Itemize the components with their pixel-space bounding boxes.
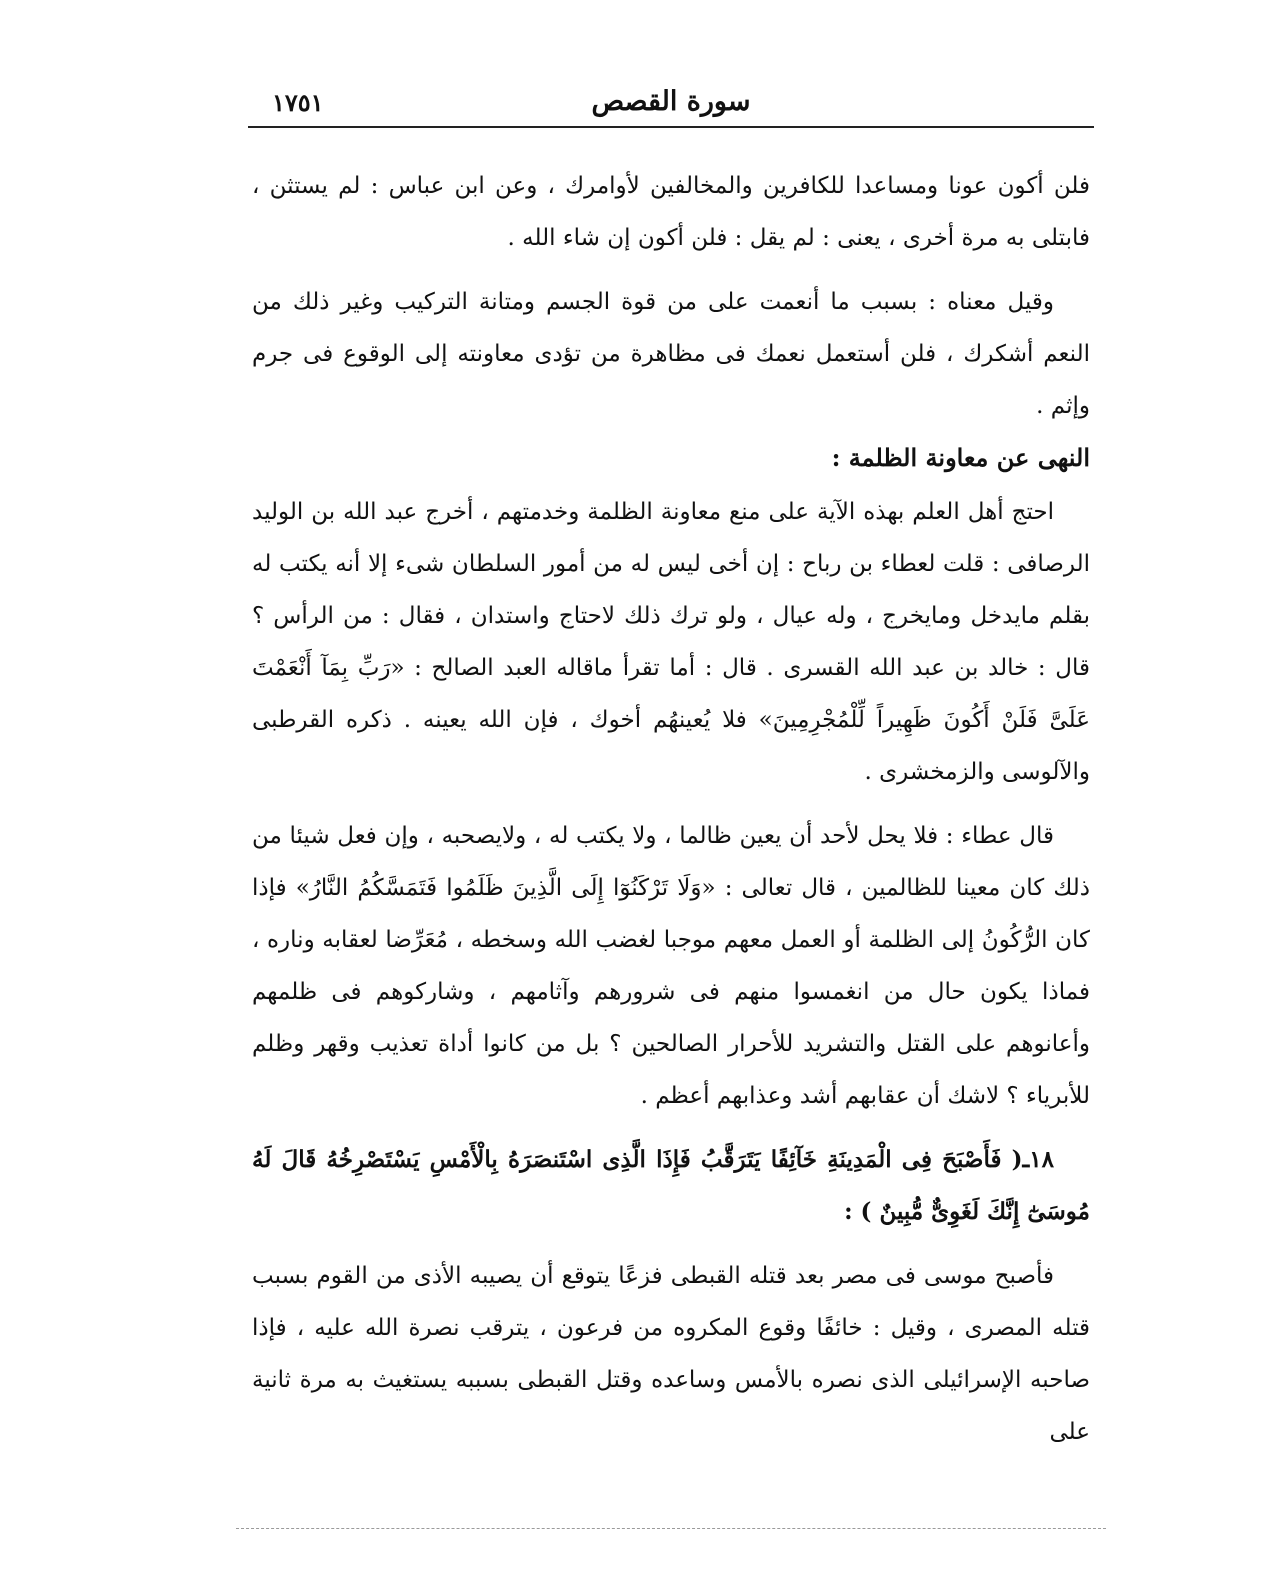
verse-18: ١٨ـ( فَأَصْبَحَ فِى الْمَدِينَةِ خَآئِفًا يَتَرَقَّبُ فَإِذَا الَّذِى اسْتَنصَرَهُ بِالْأَمْسِ يَسْتَصْرِخُهُ قَالَ لَهُ مُوسَىٰٓ إِنَّكَ لَغَوِىٌّ مُّبِينٌ ) : <box>252 1146 1090 1225</box>
running-title: سورة القصص <box>591 86 751 117</box>
paragraph-3: احتج أهل العلم بهذه الآية على منع معاونة الظلمة وخدمتهم ، أخرج عبد الله بن الوليد الرصافى : قلت لعطاء بن رباح : إن أخى ليس له من أمور السلطان شىء إلا أنه يكتب له بقلم مايدخل ومايخرج ، وله عيال ، ولو ترك ذلك لاحتاج واستدان ، فقال : من الرأس ؟ قال : خالد بن عبد الله القسرى . قال : أما تقرأ ماقاله العبد الصالح : «رَبِّ بِمَآ أَنْعَمْتَ عَلَىَّ فَلَنْ أَكُونَ ظَهِيراً لِّلْمُجْرِمِينَ» فلا يُعينهُم أخوك ، فإن الله يعينه . ذكره القرطبى والآلوسى والزمخشرى . <box>252 499 1090 785</box>
paragraph-2: وقيل معناه : بسبب ما أنعمت على من قوة الجسم ومتانة التركيب وغير ذلك من النعم أشكرك ، فلن أستعمل نعمك فى مظاهرة من تؤدى معاونته إلى الوقوع فى جرم وإثم . <box>252 289 1090 419</box>
footer-rule <box>236 1528 1106 1529</box>
paragraph-4: قال عطاء : فلا يحل لأحد أن يعين ظالما ، ولا يكتب له ، ولايصحبه ، وإن فعل شيئا من ذلك كان معينا للظالمين ، قال تعالى : «وَلَا تَرْكَنُوٓا إِلَى الَّذِينَ ظَلَمُوا فَتَمَسَّكُمُ النَّارُ» فإذا كان الرُّكُونُ إلى الظلمة أو العمل معهم موجبا لغضب الله وسخطه ، مُعَرِّضا لعقابه وناره ، فماذا يكون حال من انغمسوا منهم فى شرورهم وآثامهم ، وشاركوهم فى ظلمهم وأعانوهم على القتل والتشريد للأحرار الصالحين ؟ بل من كانوا أداة تعذيب وقهر وظلم للأبرياء ؟ لاشك أن عقابهم أشد وعذابهم أعظم . <box>252 823 1090 1109</box>
body-text <box>252 160 1090 1458</box>
section-heading: النهى عن معاونة الظلمة : <box>831 443 1090 472</box>
paragraph-5: فأصبح موسى فى مصر بعد قتله القبطى فزعًا يتوقع أن يصيبه الأذى من القوم بسبب قتله المصرى ، وقيل : خائفًا وقوع المكروه من فرعون ، يترقب نصرة الله عليه ، فإذا صاحبه الإسرائيلى الذى نصره بالأمس وساعده وقتل القبطى بسببه يستغيث به مرة ثانية على <box>252 1263 1090 1445</box>
page-header <box>248 82 1094 124</box>
page-number: ١٧٥١ <box>272 88 324 117</box>
paragraph-1: فلن أكون عونا ومساعدا للكافرين والمخالفين لأوامرك ، وعن ابن عباس : لم يستثن ، فابتلى به مرة أخرى ، يعنى : لم يقل : فلن أكون إن شاء الله . <box>252 173 1090 251</box>
header-rule <box>248 126 1094 128</box>
